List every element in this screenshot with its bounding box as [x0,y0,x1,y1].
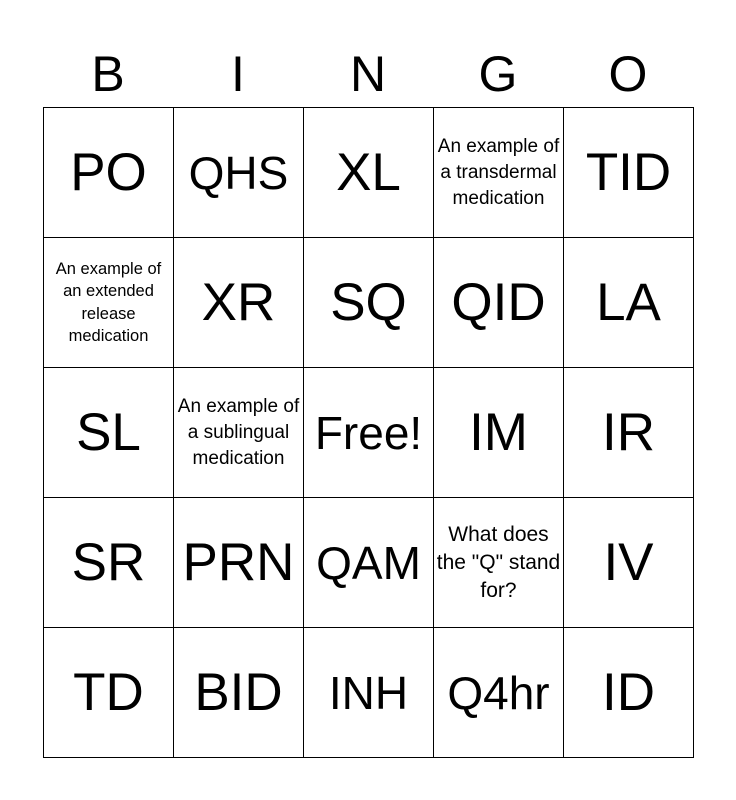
cell-text: IM [469,403,528,462]
bingo-cell-r5-c3[interactable] [304,628,434,758]
bingo-cell-r5-c2[interactable] [174,628,304,758]
cell-text: XL [336,143,401,202]
bingo-cell-r1-c4[interactable] [434,108,564,238]
cell-text: ID [602,663,655,722]
cell-text: PRN [182,533,295,592]
bingo-cell-r5-c4[interactable] [434,628,564,758]
bingo-cell-r2-c2[interactable] [174,238,304,368]
bingo-cell-r3-c2[interactable] [174,368,304,498]
bingo-cell-free-space[interactable] [304,368,434,498]
bingo-cell-r2-c5[interactable] [564,238,694,368]
bingo-cell-r3-c5[interactable] [564,368,694,498]
header-letter-g: G [478,46,518,102]
cell-text: An example of an extended release medication [55,259,162,345]
cell-text: What does the "Q" stand for? [436,522,561,602]
cell-text: IV [603,533,654,592]
bingo-cell-r4-c4[interactable] [434,498,564,628]
bingo-cell-r4-c3[interactable] [304,498,434,628]
cell-text: SQ [330,273,407,332]
cell-text: IR [602,403,655,462]
cell-text: QID [451,273,546,332]
bingo-cell-r4-c1[interactable] [44,498,174,628]
cell-text: QHS [188,146,289,199]
bingo-cell-r2-c1[interactable] [44,238,174,368]
cell-text: An example of a transdermal medication [437,135,560,209]
bingo-cell-r1-c3[interactable] [304,108,434,238]
header-letter-b: B [91,46,125,102]
bingo-board [43,107,694,758]
cell-text: Free! [314,406,423,459]
header-letter-o: O [608,46,648,102]
cell-text: PO [70,143,147,202]
bingo-header [43,40,693,108]
bingo-cell-r1-c5[interactable] [564,108,694,238]
bingo-cell-r5-c1[interactable] [44,628,174,758]
bingo-cell-r4-c5[interactable] [564,498,694,628]
cell-text: LA [596,273,661,332]
bingo-cell-r4-c2[interactable] [174,498,304,628]
cell-text: SR [71,533,146,592]
cell-text: BID [194,663,283,722]
cell-text: INH [328,666,409,719]
bingo-cell-r2-c4[interactable] [434,238,564,368]
header-letter-n: N [349,46,387,102]
bingo-cell-r2-c3[interactable] [304,238,434,368]
bingo-cell-r1-c1[interactable] [44,108,174,238]
cell-text: SL [76,403,141,462]
cell-text: Q4hr [447,666,550,719]
bingo-cell-r5-c5[interactable] [564,628,694,758]
cell-text: XR [201,273,276,332]
bingo-cell-r3-c4[interactable] [434,368,564,498]
bingo-cell-r3-c1[interactable] [44,368,174,498]
cell-text: TD [73,663,144,722]
cell-text: TID [585,143,672,202]
cell-text: An example of a sublingual medication [177,395,300,469]
cell-text: QAM [316,536,421,589]
bingo-cell-r1-c2[interactable] [174,108,304,238]
header-letter-i: I [231,46,245,102]
